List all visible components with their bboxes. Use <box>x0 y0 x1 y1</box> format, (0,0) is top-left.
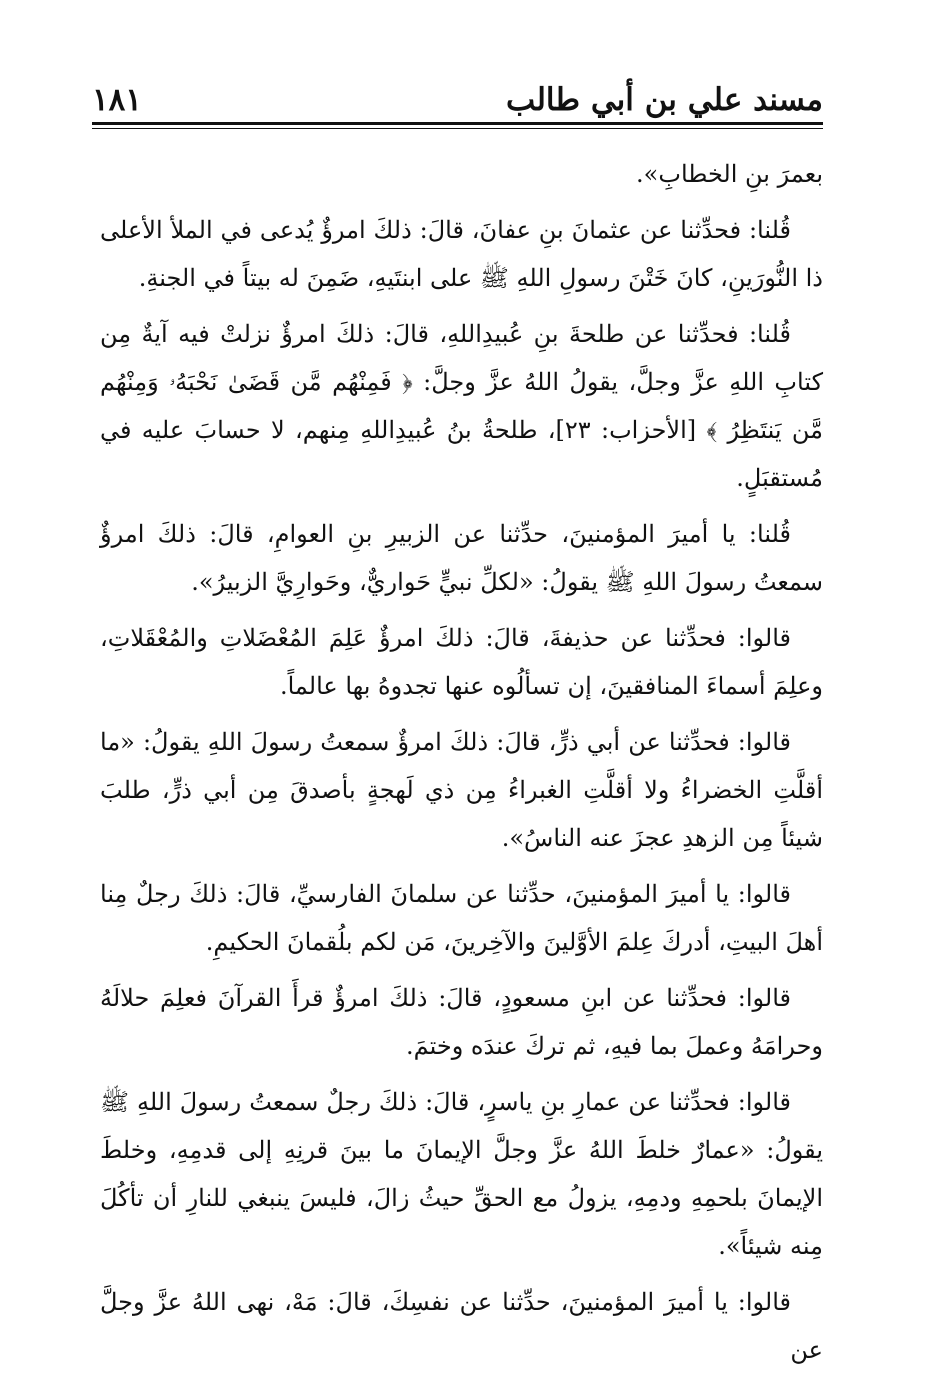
header-rule-thin <box>92 128 823 129</box>
paragraph: قُلنا: فحدِّثنا عن عثمانَ بنِ عفانَ، قالَ: ذلكَ امرؤٌ يُدعى في الملأ الأعلى ذا النُّورَينِ، كانَ خَتْنَ رسولِ اللهِ ﷺ على ابنتَيهِ، ضَمِنَ له بيتاً في الجنةِ. <box>100 216 823 292</box>
header-title: مسند علي بن أبي طالب <box>506 82 823 118</box>
paragraph: قالوا: فحدِّثنا عن ابنِ مسعودٍ، قالَ: ذلكَ امرؤٌ قرأَ القرآنَ فعلِمَ حلالَهُ وحرامَهُ وعملَ بما فيهِ، ثم تركَ عندَه وختمَ. <box>100 984 823 1060</box>
paragraph: قالوا: يا أميرَ المؤمنينَ، حدِّثنا عن نفسِكَ، قالَ: مَهْ، نهى اللهُ عزَّ وجلَّ عن <box>100 1288 823 1364</box>
running-header <box>92 78 823 122</box>
page-number: ١٨١ <box>92 82 142 118</box>
paragraph: قالوا: فحدِّثنا عن أبي ذرٍّ، قالَ: ذلكَ امرؤٌ سمعتُ رسولَ اللهِ يقولُ: «ما أقلَّتِ الخضراءُ ولا أقلَّتِ الغبراءُ مِن ذي لَهجةٍ بأصدقَ مِن أبي ذرٍّ، طلبَ شيئاً مِن الزهدِ عجزَ عنه الناسُ». <box>100 728 823 852</box>
paragraph: قالوا: فحدِّثنا عن حذيفةَ، قالَ: ذلكَ امرؤٌ عَلِمَ المُعْضَلاتِ والمُعْقَلاتِ، وعلِمَ أسماءَ المنافقينَ، إن تسألُوه عنها تجدوهُ بها عالماً. <box>100 624 823 700</box>
paragraph: بعمرَ بنِ الخطابِ». <box>636 160 823 188</box>
paragraph: قالوا: فحدِّثنا عن عمارِ بنِ ياسرٍ، قالَ: ذلكَ رجلٌ سمعتُ رسولَ اللهِ ﷺ يقولُ: «عمارٌ خلطَ اللهُ عزَّ وجلَّ الإيمانَ ما بينَ قرنِهِ إلى قدمِهِ، وخلطَ الإيمانَ بلحمِهِ ودمِهِ، يزولُ مع الحقِّ حيثُ زالَ، فليسَ ينبغي للنارِ أن تأكُلَ مِنه شيئاً». <box>100 1088 823 1260</box>
paragraph: قُلنا: فحدِّثنا عن طلحةَ بنِ عُبيدِاللهِ، قالَ: ذلكَ امرؤٌ نزلتْ فيه آيةٌ مِن كتابِ اللهِ عزَّ وجلَّ، يقولُ اللهُ عزَّ وجلَّ: ﴿ فَمِنْهُم مَّن قَضَىٰ نَحْبَهُۥ وَمِنْهُم مَّن يَنتَظِرُ ﴾ [الأحزاب: ٢٣]، طلحةُ بنُ عُبيدِاللهِ مِنهم، لا حسابَ عليه في مُستقبَلٍ. <box>100 320 823 492</box>
body-text <box>100 150 823 1382</box>
header-rule-thick <box>92 122 823 125</box>
paragraph: قالوا: يا أميرَ المؤمنينَ، حدِّثنا عن سلمانَ الفارسيِّ، قالَ: ذلكَ رجلٌ مِنا أهلَ البيتِ، أدركَ عِلمَ الأوَّلينَ والآخِرينَ، مَن لكم بلُقمانَ الحكيمِ. <box>100 880 823 956</box>
paragraph: قُلنا: يا أميرَ المؤمنينَ، حدِّثنا عن الزبيرِ بنِ العوامِ، قالَ: ذلكَ امرؤٌ سمعتُ رسولَ اللهِ ﷺ يقولُ: «لكلِّ نبيٍّ حَواريٌّ، وحَوارِيَّ الزبيرُ». <box>100 520 823 596</box>
